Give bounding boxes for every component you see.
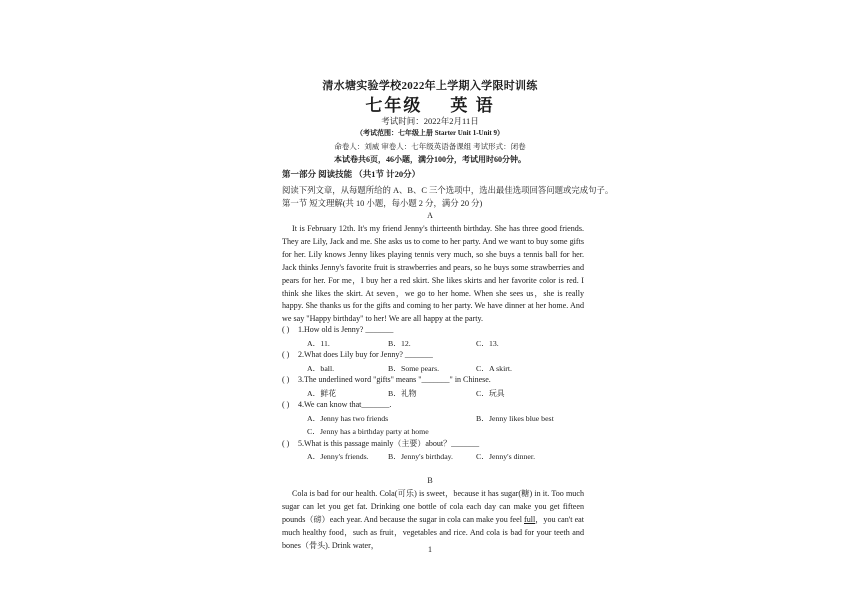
answer-paren: ( ) <box>282 439 290 448</box>
page-number: 1 <box>428 545 432 554</box>
question-stem: 1.How old is Jenny? _______ <box>298 325 394 334</box>
part1-section: 第一节 短文理解(共 10 小题，每小题 2 分，满分 20 分) <box>282 199 483 208</box>
question-stem: 5.What is this passage mainly（主要）about？_______ <box>298 439 480 448</box>
q4-option-a: A．Jenny has two friends <box>307 414 389 423</box>
question-5 <box>282 438 479 449</box>
q3-option-a: A．鲜花 <box>307 389 337 398</box>
passage-b-letter: B <box>427 476 433 485</box>
q3-option-b: B．礼物 <box>388 389 417 398</box>
q5-option-a: A．Jenny's friends. <box>307 452 369 461</box>
passage-b-text <box>282 488 584 553</box>
question-stem: 4.We can know that_______. <box>298 400 392 409</box>
passage-a <box>282 223 584 326</box>
q1-option-b: B．12. <box>388 339 411 348</box>
answer-paren: ( ) <box>282 325 290 334</box>
q2-option-c: C．A skirt. <box>476 364 512 373</box>
passage-b-text-after: ，you can't eat much healthy food，such as fruit，vegetables and rice. And cola is bad for your teeth and bones（骨头). Drink water， <box>282 514 585 550</box>
q1-option-a: A．11. <box>307 339 330 348</box>
q1-option-c: C．13. <box>476 339 499 348</box>
question-1 <box>282 325 393 334</box>
passage-a-text: It is February 12th. It's my friend Jenny's thirteenth birthday. She has three good friends. They are Lily, Jack and me. She asks us to come to her party. And we want to buy some gifts for her. Lily knows Jenny likes playing tennis very much, so she buys a tennis ball for her. Jack thinks Jenny's favorite fruit is strawberries and pears, so he buys some strawberries and pears for her. For me，I buy her a red skirt. She likes skirts and her favorite color is red. I think she likes the skirt. At seven，we go to her home. When she sees us，she is really happy. She thanks us for the gifts and coming to her party. We have dinner at her home. And we say "Happy birthday" to her! We are all happy at the party. <box>282 224 584 324</box>
passage-a-letter: A <box>427 211 433 220</box>
subject-label: 英 语 <box>450 96 495 115</box>
answer-paren: ( ) <box>282 350 290 359</box>
grade-subject-title <box>0 91 860 116</box>
q5-option-b: B．Jenny's birthday. <box>388 452 454 461</box>
passage-b-text-before: Cola is bad for our health. Cola(可乐) is sweet，because it has sugar(糖) in it. Too much sugar can let you get fat. Drinking one bottle of cola each day can make you get fifteen pounds（磅）each year. And because the sugar in cola can make you feel <box>282 489 584 524</box>
exam-scope: （考试范围：七年级上册 Starter Unit 1-Unit 9） <box>355 129 505 137</box>
exam-authors: 命卷人：刘威 审卷人：七年级英语备课组 考试形式：闭卷 <box>334 142 526 151</box>
part1-instruction: 阅读下列文章，从每题所给的 A、B、C 三个选项中，选出最佳选项回答问题或完成句子。 <box>282 186 614 195</box>
exam-time: 考试时间：2022年2月11日 <box>381 116 479 126</box>
exam-info: 本试卷共6页，46小题，满分100分，考试用时60分钟。 <box>334 155 526 164</box>
answer-paren: ( ) <box>282 375 290 384</box>
part1-title: 第一部分 阅读技能 （共1节 计20分） <box>282 169 421 179</box>
question-2 <box>282 350 433 359</box>
question-stem: 3.The underlined word "gifts" means "_______" in Chinese. <box>298 375 491 384</box>
question-4 <box>282 400 391 409</box>
answer-paren: ( ) <box>282 400 290 409</box>
q4-option-b: B．Jenny likes blue best <box>476 414 554 423</box>
question-stem: 2.What does Lily buy for Jenny? _______ <box>298 350 433 359</box>
q2-option-a: A．ball. <box>307 364 335 373</box>
q3-option-c: C．玩具 <box>476 389 505 398</box>
q5-option-c: C．Jenny's dinner. <box>476 452 536 461</box>
q4-option-c: C．Jenny has a birthday party at home <box>307 427 429 436</box>
grade-label: 七年级 <box>365 96 423 115</box>
q2-option-b: B．Some pears. <box>388 364 440 373</box>
school-title: 清水塘实验学校2022年上学期入学限时训练 <box>322 80 538 92</box>
passage-b-underlined-word: full <box>524 514 536 524</box>
passage-b <box>282 488 584 553</box>
question-3 <box>282 375 491 384</box>
